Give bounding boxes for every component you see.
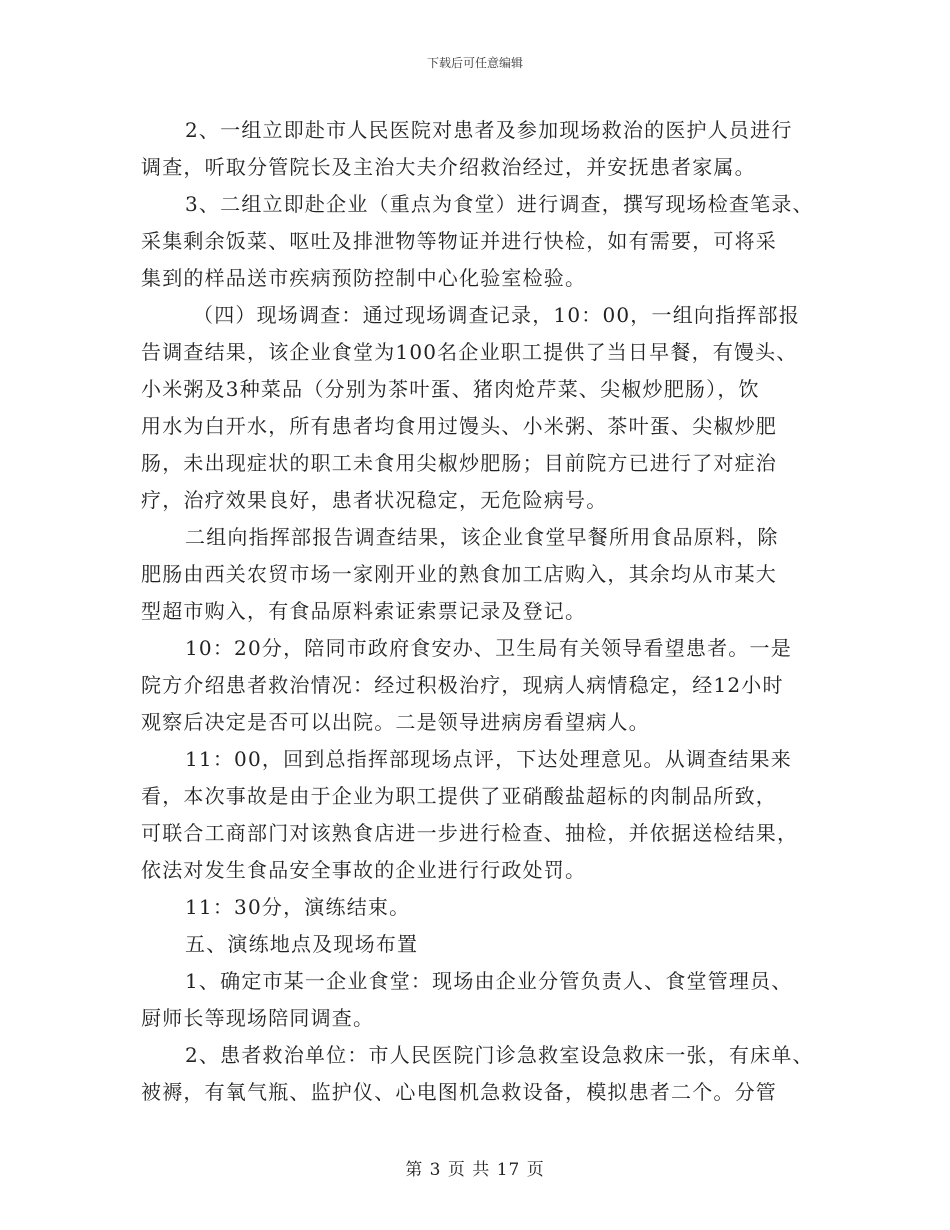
text-line: 二组向指挥部报告调查结果，该企业食堂早餐所用食品原料，除 [185, 525, 779, 549]
text-line: 1、确定市某一企业食堂：现场由企业分管负责人、食堂管理员、 [185, 969, 793, 993]
text-line: 院方介绍患者救治情况：经过积极治疗，现病人病情稳定，经12小时 [141, 673, 784, 697]
section-heading: 五、演练地点及现场布置 [185, 932, 419, 956]
text-line: 告调查结果，该企业食堂为100名企业职工提供了当日早餐，有馒头、 [141, 340, 798, 364]
text-line: 肥肠由西关农贸市场一家刚开业的熟食加工店购入，其余均从市某大 [141, 562, 777, 586]
text-line: 用水为白开水，所有患者均食用过馒头、小米粥、茶叶蛋、尖椒炒肥 [141, 414, 777, 438]
page-header: 下载后可任意编辑 [426, 56, 523, 70]
text-line: 被褥，有氧气瓶、监护仪、心电图机急救设备，模拟患者二个。分管 [141, 1080, 777, 1104]
text-line: 看，本次事故是由于企业为职工提供了亚硝酸盐超标的肉制品所致， [141, 784, 777, 808]
text-line: 采集剩余饭菜、呕吐及排泄物等物证并进行快检，如有需要，可将采 [141, 229, 777, 253]
text-line: 观察后决定是否可以出院。二是领导进病房看望病人。 [141, 710, 650, 734]
body-text [141, 112, 821, 1111]
text-line: 10：20分，陪同市政府食安办、卫生局有关领导看望患者。一是 [185, 636, 792, 660]
text-line: 11：00，回到总指挥部现场点评，下达处理意见。从调查结果来 [185, 747, 792, 771]
text-line: 2、患者救治单位：市人民医院门诊急救室设急救床一张，有床单、 [185, 1043, 814, 1067]
text-line: 依法对发生食品安全事故的企业进行行政处罚。 [141, 858, 587, 882]
text-line: 11：30分，演练结束。 [185, 895, 411, 919]
text-line: 3、二组立即赴企业（重点为食堂）进行调查，撰写现场检查笔录、 [185, 192, 814, 216]
text-line: 小米粥及3种菜品（分别为茶叶蛋、猪肉炝芹菜、尖椒炒肥肠），饮 [141, 377, 760, 401]
text-line: 可联合工商部门对该熟食店进一步进行检查、抽检，并依据送检结果， [141, 821, 799, 845]
text-line: 调查，听取分管院长及主治大夫介绍救治经过，并安抚患者家属。 [141, 155, 756, 179]
text-line: 肠，未出现症状的职工未食用尖椒炒肥肠；目前院方已进行了对症治 [141, 451, 777, 475]
page-number-footer: 第 3 页 共 17 页 [405, 1160, 545, 1180]
text-line: 集到的样品送市疾病预防控制中心化验室检验。 [141, 266, 587, 290]
text-line: （四）现场调查：通过现场调查记录，10：00，一组向指挥部报 [193, 303, 800, 327]
text-line: 型超市购入，有食品原料索证索票记录及登记。 [141, 599, 587, 623]
text-line: 2、一组立即赴市人民医院对患者及参加现场救治的医护人员进行 [185, 118, 793, 142]
text-line: 疗，治疗效果良好，患者状况稳定，无危险病号。 [141, 488, 608, 512]
text-line: 厨师长等现场陪同调查。 [141, 1006, 375, 1030]
